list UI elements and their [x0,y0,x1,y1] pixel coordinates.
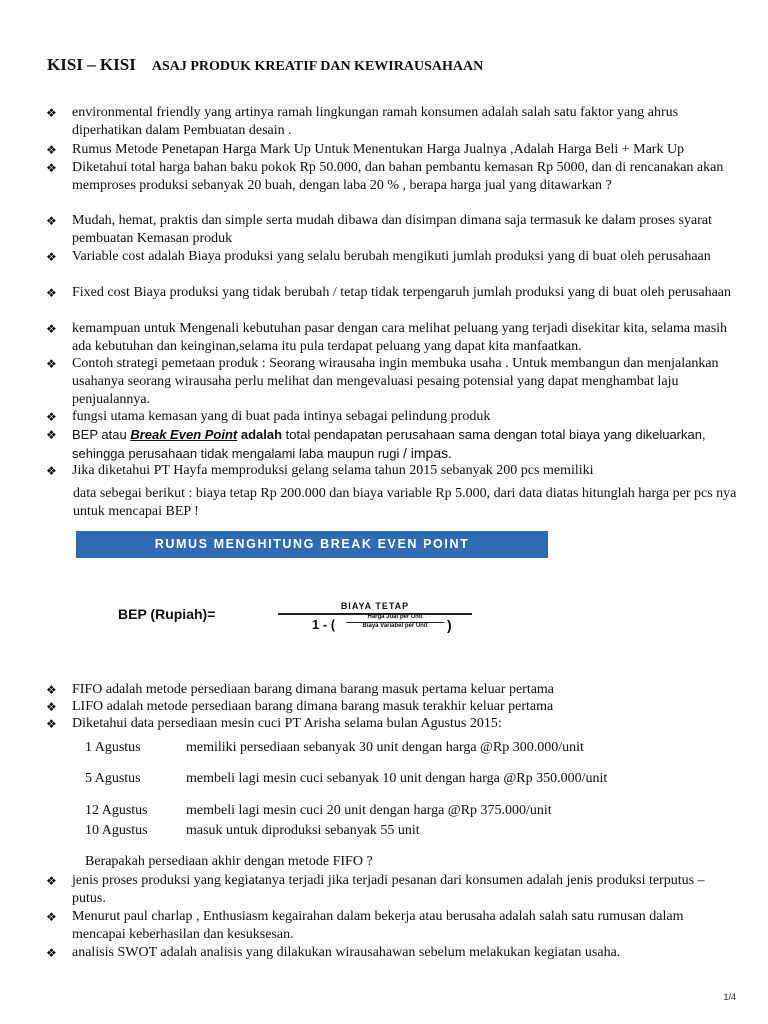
list-item-text: kemampuan untuk Mengenali kebutuhan pasar dengan cara melihat peluang yang terjadi disekitar kita, selama masih ada kebutuhan dan keinginan,selama itu pula terdapat peluang yang dapat kita manfaatkan. [72,321,728,354]
list-item [46,248,740,266]
list-item [46,320,740,356]
bullet-icon: ❖ [46,357,57,371]
bullet-icon: ❖ [46,910,57,924]
list-item [46,212,740,248]
inventory-date: 12 Agustus [85,803,148,818]
list-item-text: Contoh strategi pemetaan produk : Seorang wirausaha ingin membuka usaha . Untuk membangun dan menjalankan usahanya seorang wirausaha perlu melihat dan mengevaluasi pesaing potensial yang dapat menghambat laju penjualannya. [72,356,719,407]
list-item [46,284,740,302]
bep-rest: total pendapatan perusahaan sama dengan total biaya yang dikeluarkan, sehingga perusahaan tidak mengalami laba maupun rugi [72,427,706,461]
bullet-icon: ❖ [46,106,57,120]
bullet-icon: ❖ [46,322,57,336]
list-item [46,462,740,480]
list-item-text: Diketahui data persediaan mesin cuci PT Arisha selama bulan Agustus 2015: [72,716,502,731]
page-number: 1/4 [723,992,736,1002]
formula-inner-numerator: Harga Jual per Unit [367,614,423,620]
inventory-desc: memiliki persediaan sebanyak 30 unit dengan harga @Rp 300.000/unit [186,740,584,755]
bullet-icon: ❖ [46,286,57,300]
bullet-icon: ❖ [46,717,57,731]
list-item-text: Menurut paul charlap , Enthusiasm kegairahan dalam bekerja atau berusaha adalah salah satu rumusan dalam mencapai keberhasilan dan kesuksesan. [72,909,684,942]
list-item-text: LIFO adalah metode persediaan barang dimana barang masuk terakhir keluar pertama [72,699,554,714]
list-item [46,908,740,944]
bullet-icon: ❖ [46,464,57,478]
bullet-icon: ❖ [46,161,57,175]
bep-prefix: BEP atau [72,427,131,442]
hayfa-detail: data sebegai berikut : biaya tetap Rp 200.000 dan biaya variable Rp 5.000, dari data diatas hitunglah harga per pcs nya untuk mencapai BEP ! [73,486,737,519]
inventory-desc: membeli lagi mesin cuci sebanyak 10 unit dengan harga @Rp 350.000/unit [186,771,608,786]
bullet-icon: ❖ [46,946,57,960]
list-item-text: jenis proses produksi yang kegiatanya terjadi jika terjadi pesanan dari konsumen adalah jenis produksi terputus – putus. [72,873,705,906]
inventory-date: 10 Agustus [85,823,148,838]
list-item-text: Diketahui total harga bahan baku pokok Rp 50.000, dan bahan pembantu kemasan Rp 5000, dan di rencanakan akan memproses produksi sebanyak 20 buah, dengan laba 20 % , berapa harga jual yang ditawarkan ? [72,160,724,193]
list-item-bep [46,426,740,463]
bullet-icon: ❖ [46,214,57,228]
fifo-question: Berapakah persediaan akhir dengan metode FIFO ? [85,854,373,869]
formula-lhs: BEP (Rupiah)= [118,606,216,622]
list-item [46,355,740,409]
page-title [47,41,483,78]
bep-tail: / impas. [403,445,453,461]
list-item-text: Mudah, hemat, praktis dan simple serta mudah dibawa dan disimpan dimana saja termasuk ke dalam proses syarat pembuatan Kemasan produk [72,213,712,246]
list-item [46,715,740,733]
formula-denominator-prefix: 1 - ( [312,617,336,632]
bullet-icon: ❖ [46,143,57,157]
list-item [46,872,740,908]
formula-banner: RUMUS MENGHITUNG BREAK EVEN POINT [76,531,548,558]
list-item [46,698,740,716]
bep-bold: adalah [237,427,283,442]
list-item-text: fungsi utama kemasan yang di buat pada intinya sebagai pelindung produk [72,409,491,424]
bullet-icon: ❖ [46,250,57,264]
list-item [46,159,740,195]
title-main: KISI – KISI [47,55,136,74]
formula-denominator-suffix: ) [447,617,452,633]
title-sub: ASAJ PRODUK KREATIF DAN KEWIRAUSAHAAN [151,59,484,74]
inventory-date: 5 Agustus [85,771,141,786]
inventory-desc: masuk untuk diproduksi sebanyak 55 unit [186,823,420,838]
list-item-text: FIFO adalah metode persediaan barang dimana barang masuk pertama keluar pertama [72,682,555,697]
formula-numerator: BIAYA TETAP [340,601,410,611]
list-item-text: Variable cost adalah Biaya produksi yang selalu berubah mengikuti jumlah produksi yang di buat oleh perusahaan [72,249,711,264]
bullet-icon: ❖ [46,683,57,697]
formula-inner-denominator: Biaya Variabel per Unit [362,623,428,629]
list-item-text: environmental friendly yang artinya ramah lingkungan ramah konsumen adalah salah satu faktor yang ahrus diperhatikan dalam Pembuatan desain . [72,105,679,138]
bullet-icon: ❖ [46,700,57,714]
bep-definition [72,426,740,463]
bullet-icon: ❖ [46,874,57,888]
list-item [46,681,740,699]
list-item [46,104,740,140]
list-item [46,408,740,426]
list-item-text: Fixed cost Biaya produksi yang tidak berubah / tetap tidak terpengaruh jumlah produksi yang di buat oleh perusahaan [72,285,731,300]
bullet-icon: ❖ [46,428,57,442]
list-item [46,944,740,962]
inventory-date: 1 Agustus [85,740,141,755]
list-item-text: analisis SWOT adalah analisis yang dilakukan wirausahawan sebelum melakukan kegiatan usaha. [72,945,621,960]
list-item-text: Jika diketahui PT Hayfa memproduksi gelang selama tahun 2015 sebanyak 200 pcs memiliki [72,463,594,478]
list-item [46,141,740,159]
break-even-point-link[interactable]: Break Even Point [130,427,238,442]
bullet-icon: ❖ [46,410,57,424]
list-item-text: Rumus Metode Penetapan Harga Mark Up Untuk Menentukan Harga Jualnya ,Adalah Harga Beli + Mark Up [72,142,685,157]
inventory-desc: membeli lagi mesin cuci 20 unit dengan harga @Rp 375.000/unit [186,803,552,818]
